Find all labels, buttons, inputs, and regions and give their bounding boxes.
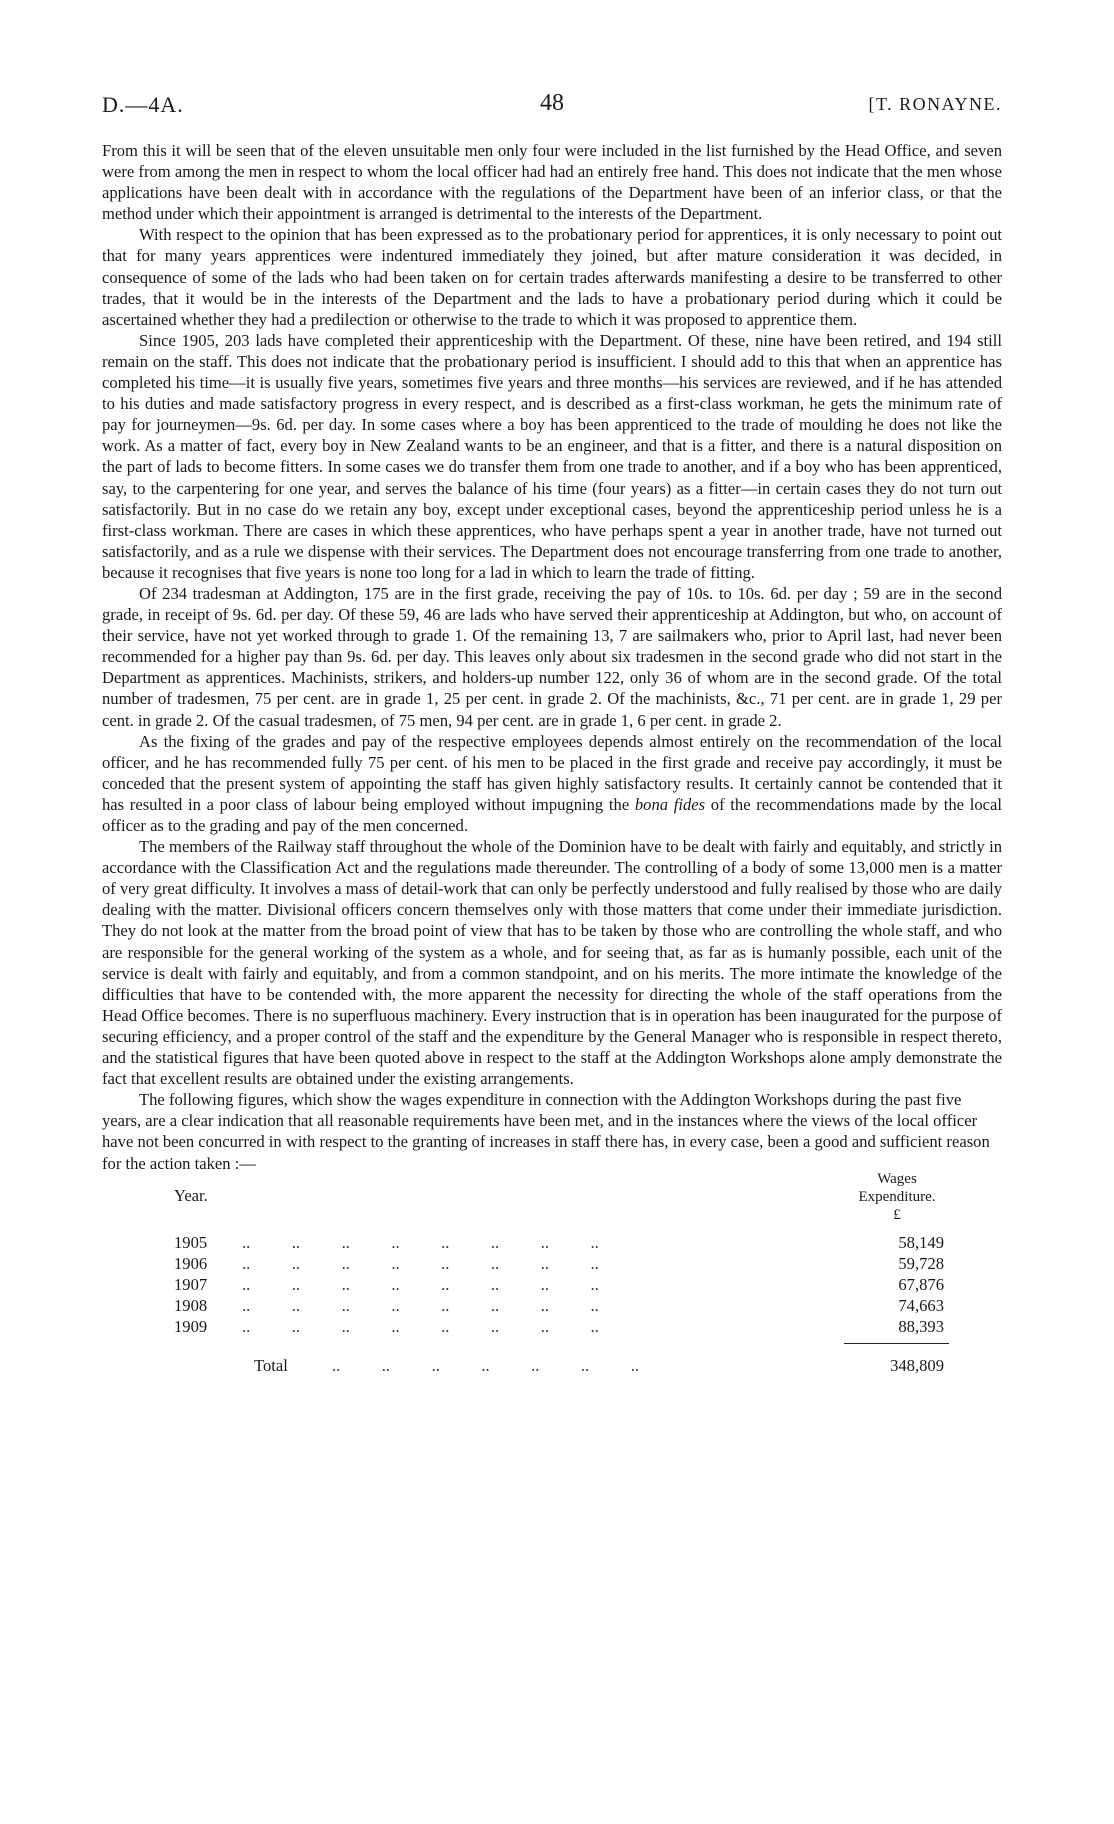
- year-cell: 1906: [174, 1253, 208, 1273]
- amount-cell: 74,663: [898, 1295, 944, 1315]
- wages-column-header: [832, 1170, 962, 1224]
- table-row: [102, 1232, 1002, 1253]
- total-row: [102, 1355, 1002, 1377]
- witness-name: [T. RONAYNE.: [868, 94, 1002, 114]
- paragraph: The following figures, which show the wages expenditure in connection with the Addington Workshops during the past five years, are a clear indication that all reasonable requirements have been met, and in the instances where the views of the local officer have not been concurred in with respect to the granting of increases in staff there has, in every case, been a good and sufficient reason for the action taken :—: [102, 1090, 990, 1173]
- body-text: [102, 140, 1002, 1174]
- document-reference: D.—4A.: [102, 92, 184, 117]
- dot-leader: .. .. .. .. .. .. .. ..: [242, 1295, 599, 1315]
- dot-leader: .. .. .. .. .. .. .. ..: [242, 1316, 599, 1336]
- dot-leader: .. .. .. .. .. .. ..: [332, 1355, 639, 1375]
- page-header: [102, 92, 1002, 132]
- total-amount: 348,809: [890, 1355, 944, 1375]
- page-number: 48: [540, 90, 564, 116]
- paragraph: With respect to the opinion that has been expressed as to the probationary period for apprentices, it is only necessary to point out that for many years apprentices were indentured immediately they joined, but after mature consideration it was decided, in consequence of some of the lads who had been taken on for certain trades afterwards manifesting a desire to be transferred to other trades, that it would be in the interests of the Department and the lads to have a probationary period during which it could be ascertained whether they had a predilection or otherwise to the trade to which it was proposed to apprentice them.: [102, 225, 1002, 329]
- table-row: [102, 1295, 1002, 1316]
- total-label: Total: [254, 1355, 288, 1375]
- year-cell: 1908: [174, 1295, 208, 1315]
- amount-cell: 88,393: [898, 1316, 944, 1336]
- dot-leader: .. .. .. .. .. .. .. ..: [242, 1232, 599, 1252]
- paragraph: As the fixing of the grades and pay of the respective employees depends almost entirely on the recommendation of the local officer, and he has recommended fully 75 per cent. of his men to be placed in the first grade and receive pay accordingly, it must be conceded that the present system of appointing the staff has given highly satisfactory results. It certainly cannot be contended that it has resulted in a poor class of labour being employed without impugning the bona fides of the recommendations made by the local officer as to the grading and pay of the men concerned.: [102, 731, 1002, 835]
- table-row: [102, 1253, 1002, 1274]
- total-rule: [102, 1337, 1002, 1351]
- wages-table: [102, 1170, 1002, 1377]
- currency-unit: £: [893, 1206, 901, 1223]
- amount-cell: 58,149: [898, 1232, 944, 1252]
- wages-header-line: Wages: [877, 1170, 917, 1187]
- year-cell: 1905: [174, 1232, 208, 1252]
- document-page: [102, 92, 1002, 1377]
- paragraph: Of 234 tradesman at Addington, 175 are in the first grade, receiving the pay of 10s. to 10s. 6d. per day ; 59 are in the second grade, in receipt of 9s. 6d. per day. Of these 59, 46 are lads who have served their apprenticeship at Addington, but who, on account of their service, have not yet worked through to grade 1. Of the remaining 13, 7 are sailmakers who, prior to April last, had never been recommended for a higher pay than 9s. 6d. per day. This leaves only about six tradesmen in the second grade who did not start in the Department as apprentices. Machinists, strikers, and holders-up number 122, only 36 of whom are in the second grade. Of the total number of tradesmen, 75 per cent. are in grade 1, 25 per cent. in grade 2. Of the machinists, &c., 71 per cent. are in grade 1, 29 per cent. in grade 2. Of the casual tradesmen, of 75 men, 94 per cent. are in grade 1, 6 per cent. in grade 2.: [102, 583, 1002, 730]
- table-row: [102, 1316, 1002, 1337]
- dot-leader: .. .. .. .. .. .. .. ..: [242, 1274, 599, 1294]
- year-cell: 1909: [174, 1316, 208, 1336]
- paragraph: Since 1905, 203 lads have completed their apprenticeship with the Department. Of these, nine have been retired, and 194 still remain on the staff. This does not indicate that the probationary period is insufficient. I should add to this that when an apprentice has completed his time—it is usually five years, sometimes five years and three months—his services are reviewed, and if he has attended to his duties and made satisfactory progress in every respect, and is described as a first-class workman, he gets the minimum rate of pay for journeymen—9s. 6d. per day. In some cases where a boy has been apprenticed to the trade of moulding he does not like the work. As a matter of fact, every boy in New Zealand wants to be an engineer, and that is a fitter, and there is a natural disposition on the part of lads to become fitters. In some cases we do transfer them from one trade to another, and if a boy who has been apprenticed, say, to the carpentering for one year, and serves the balance of his time (four years) as a fitter—in certain cases they do not turn out satisfactorily. But in no case do we retain any boy, except under exceptional cases, beyond the apprenticeship period unless he is a first-class workman. There are cases in which these apprentices, who have perhaps spent a year in another trade, have not turned out satisfactorily, and as a rule we dispense with their services. The Department does not encourage transferring from one trade to another, because it recognises that five years is none too long for a lad in which to learn the trade of fitting.: [102, 330, 1002, 582]
- year-column-header: Year.: [174, 1185, 208, 1205]
- paragraph: From this it will be seen that of the eleven unsuitable men only four were included in the list furnished by the Head Office, and seven were from among the men in respect to whom the local officer had had an entirely free hand. This does not indicate that the men whose applications have been dealt with in accordance with the regulations of the Department have been of an inferior class, or that the method under which their appointment is arranged is detrimental to the interests of the Department.: [102, 141, 1002, 224]
- wages-header-line: Expenditure.: [858, 1188, 936, 1205]
- year-cell: 1907: [174, 1274, 208, 1294]
- dot-leader: .. .. .. .. .. .. .. ..: [242, 1253, 599, 1273]
- table-header: [102, 1170, 1002, 1232]
- rule-line: [844, 1343, 949, 1344]
- amount-cell: 67,876: [898, 1274, 944, 1294]
- paragraph: The members of the Railway staff throughout the whole of the Dominion have to be dealt with fairly and equitably, and strictly in accordance with the Classification Act and the regulations made thereunder. The controlling of a body of some 13,000 men is a matter of very great difficulty. It involves a mass of detail-work that can only be perfectly understood and fully realised by those who are daily dealing with the matter. Divisional officers concern themselves only with those matters that come under their immediate jurisdiction. They do not look at the matter from the broad point of view that has to be taken by those who are controlling the whole staff, and who are responsible for the general working of the system as a whole, and for seeing that, as far as is humanly possible, each unit of the service is dealt with fairly and equitably, and from a common standpoint, and on his merits. The more intimate the knowledge of the difficulties that have to be contended with, the more apparent the necessity for directing the whole of the staff operations from the Head Office becomes. There is no superfluous machinery. Every instruction that is in operation has been inaugurated for the purpose of securing efficiency, and a proper control of the staff and the expenditure by the General Manager who is responsible in respect thereto, and the statistical figures that have been quoted above in respect to the staff at the Addington Workshops alone amply demonstrate the fact that excellent results are obtained under the existing arrangements.: [102, 837, 1002, 1089]
- table-row: [102, 1274, 1002, 1295]
- amount-cell: 59,728: [898, 1253, 944, 1273]
